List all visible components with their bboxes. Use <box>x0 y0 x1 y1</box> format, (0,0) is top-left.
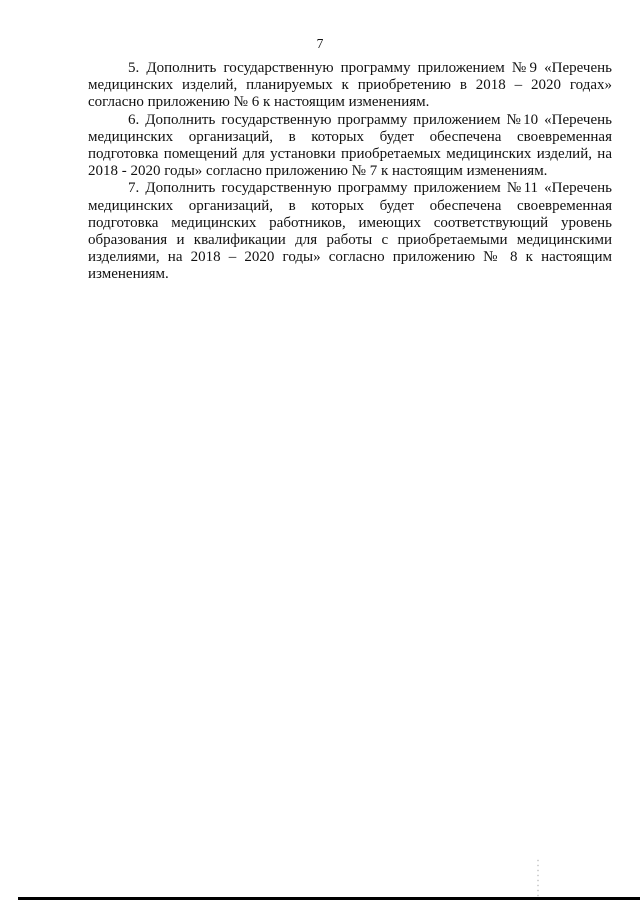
scan-artifact <box>536 858 540 898</box>
document-body <box>88 60 612 284</box>
paragraph-item-5: 5. Дополнить государственную программу приложением №9 «Перечень медицинских изделий, планируемых к приобретению в 2018 – 2020 годах» согласно приложению № 6 к настоящим изменениям. <box>88 60 612 111</box>
page-number: 7 <box>316 36 324 51</box>
paragraph-item-7: 7. Дополнить государственную программу приложением №11 «Перечень медицинских организаций, в которых будет обеспечена своевременная подготовка медицинских работников, имеющих соответствующий уровень образования и квалификации для работы с приобретаемыми медицинскими изделиями, на 2018 – 2020 годы» согласно приложению № 8 к настоящим изменениям. <box>88 180 612 283</box>
paragraph-item-6: 6. Дополнить государственную программу приложением №10 «Перечень медицинских организаций, в которых будет обеспечена своевременная подготовка помещений для установки приобретаемых медицинских изделий, на 2018 - 2020 годы» согласно приложению № 7 к настоящим изменениям. <box>88 111 612 180</box>
page-bottom-edge <box>18 897 640 900</box>
